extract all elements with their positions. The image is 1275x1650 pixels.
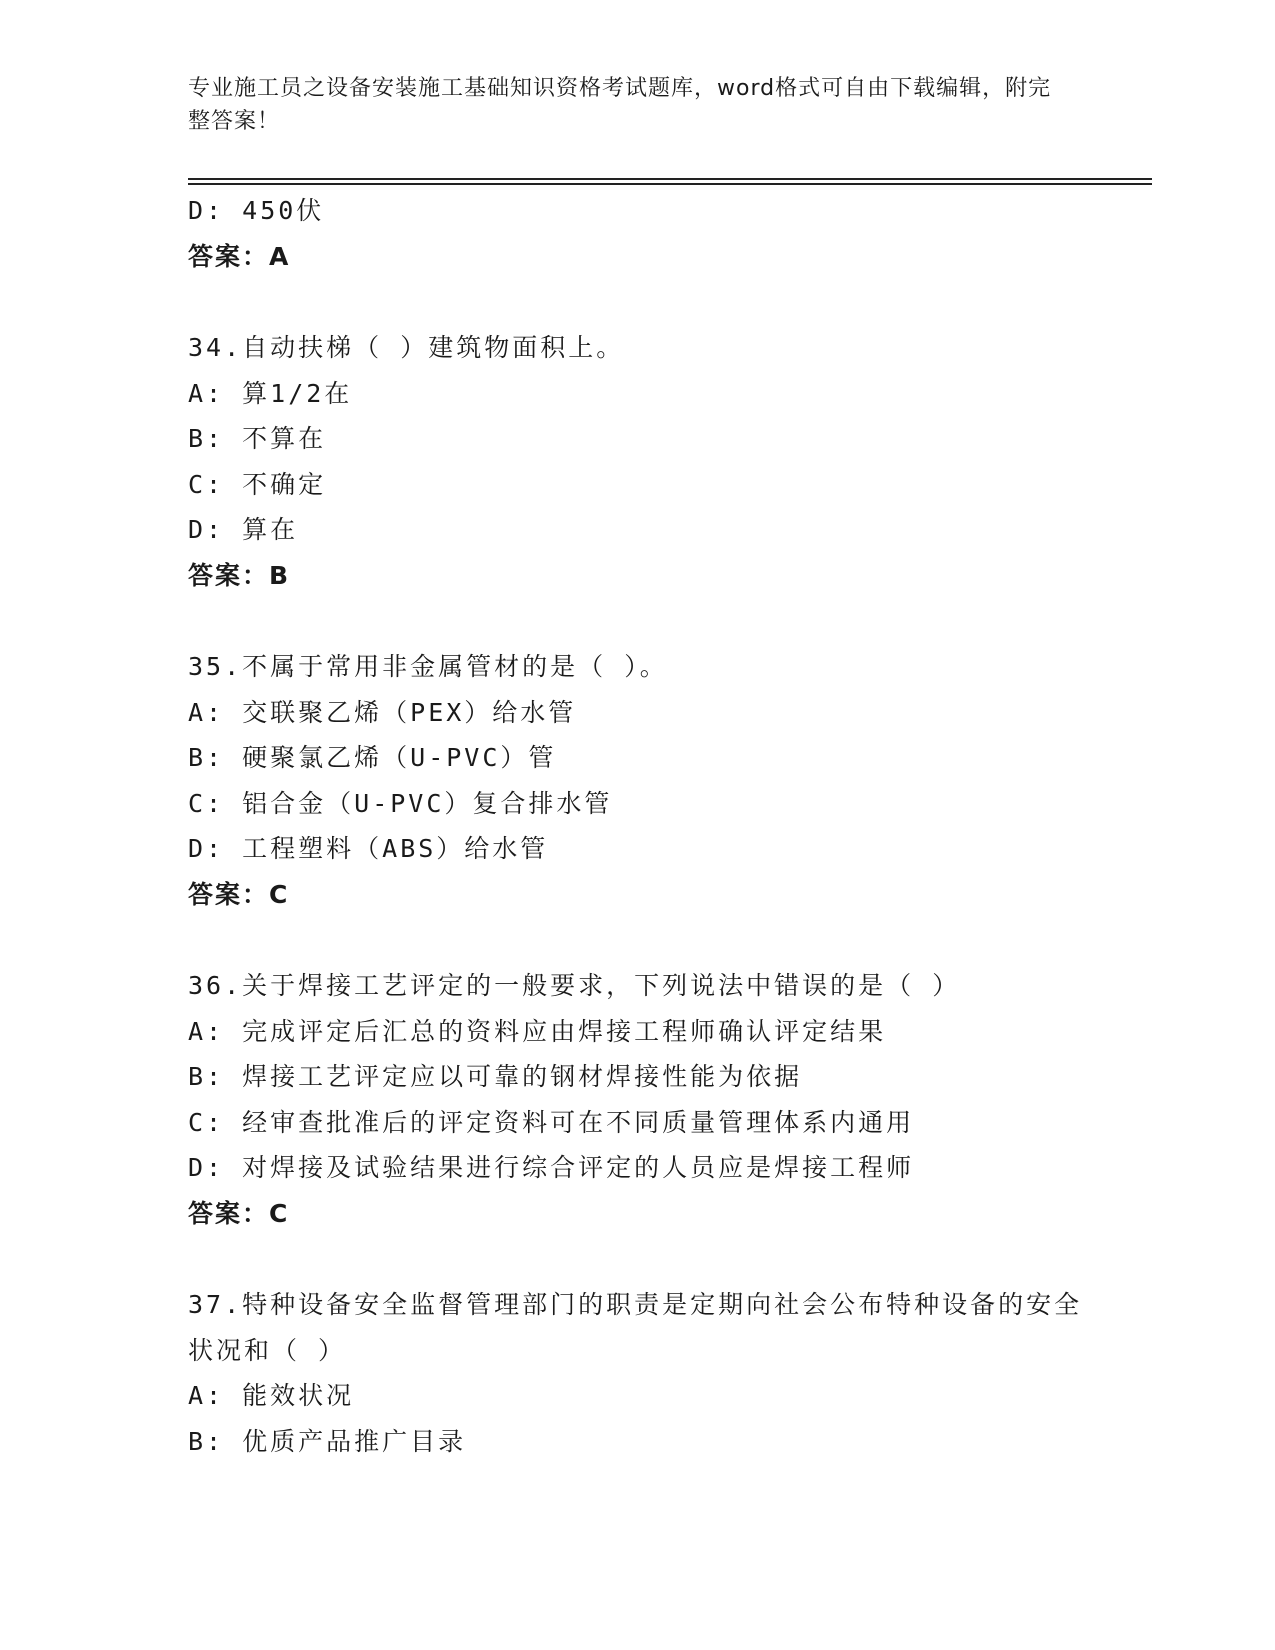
option-d: D: 工程塑料（ABS）给水管 — [188, 834, 549, 863]
option-c: C: 铝合金（U-PVC）复合排水管 — [188, 788, 613, 818]
option-b: B: 硬聚氯乙烯（U-PVC）管 — [188, 743, 557, 772]
option-b: B: 不算在 — [188, 424, 327, 453]
option-a: A: 交联聚乙烯（PEX）给水管 — [188, 697, 577, 727]
answer: 答案：C — [188, 1198, 290, 1228]
option-c: C: 不确定 — [188, 469, 327, 499]
option-b: B: 焊接工艺评定应以可靠的钢材焊接性能为依据 — [188, 1062, 803, 1091]
option-d: D: 算在 — [188, 515, 299, 544]
answer: 答案：B — [188, 560, 291, 590]
header-rule — [188, 183, 1152, 185]
option-b: B: 优质产品推广目录 — [188, 1426, 467, 1456]
question-list — [188, 188, 1088, 1464]
answer: 答案：A — [188, 241, 291, 271]
option-c: C: 经审查批准后的评定资料可在不同质量管理体系内通用 — [188, 1107, 915, 1137]
option-d: D: 450伏 — [188, 196, 325, 225]
question-stem: 34.自动扶梯（ ）建筑物面积上。 — [188, 333, 625, 362]
option-d: D: 对焊接及试验结果进行综合评定的人员应是焊接工程师 — [188, 1153, 915, 1182]
question-stem: 35.不属于常用非金属管材的是（ ）。 — [188, 652, 668, 681]
question-stem: 36.关于焊接工艺评定的一般要求，下列说法中错误的是（ ） — [188, 971, 961, 1000]
option-a: A: 能效状况 — [188, 1381, 355, 1410]
page-header: 专业施工员之设备安装施工基础知识资格考试题库，word格式可自由下载编辑，附完整答案！ — [188, 76, 1052, 134]
option-a: A: 完成评定后汇总的资料应由焊接工程师确认评定结果 — [188, 1016, 887, 1046]
answer: 答案：C — [188, 879, 290, 909]
header-rule — [188, 178, 1152, 180]
option-a: A: 算1/2在 — [188, 378, 353, 408]
question-stem: 37.特种设备安全监督管理部门的职责是定期向社会公布特种设备的安全状况和（ ） — [188, 1290, 1083, 1365]
